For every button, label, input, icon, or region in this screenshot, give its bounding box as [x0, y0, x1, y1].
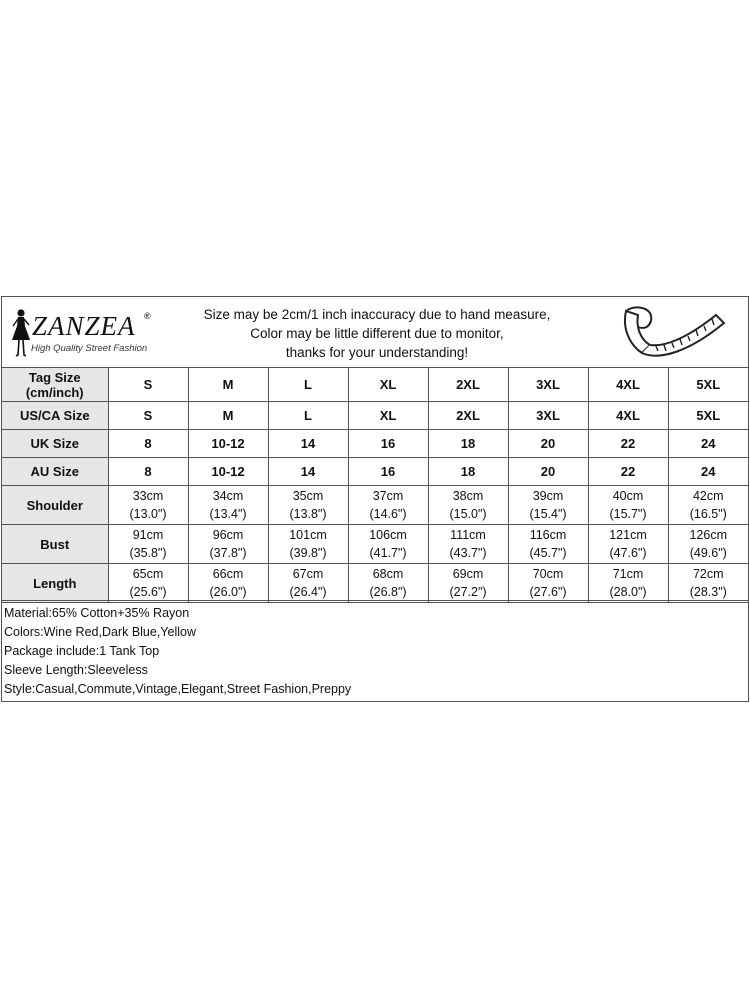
tag-size-cell: S: [108, 368, 188, 402]
table-row: [2, 486, 748, 525]
measurement-cell: 70cm (27.6"): [508, 564, 588, 603]
tag-size-cell: 2XL: [428, 368, 508, 402]
measurement-cell: 121cm (47.6"): [588, 525, 668, 564]
measurement-cell: 91cm (35.8"): [108, 525, 188, 564]
size-cell: 10-12: [188, 458, 268, 486]
size-cell: 10-12: [188, 430, 268, 458]
measuring-tape-icon: [620, 301, 730, 363]
row-label: AU Size: [2, 458, 108, 486]
tag-size-cell: M: [188, 368, 268, 402]
table-row: [2, 368, 748, 402]
table-row: [2, 458, 748, 486]
tag-size-cell: L: [268, 368, 348, 402]
size-table: [2, 367, 748, 603]
measurement-cell: 116cm (45.7"): [508, 525, 588, 564]
measurement-cell: 126cm (49.6"): [668, 525, 748, 564]
measurement-cell: 34cm (13.4"): [188, 486, 268, 525]
brand-tagline: High Quality Street Fashion: [31, 343, 148, 354]
note-line: Size may be 2cm/1 inch inaccuracy due to hand measure,: [203, 307, 551, 322]
size-cell: 4XL: [588, 402, 668, 430]
table-row: [2, 525, 748, 564]
size-cell: 24: [668, 430, 748, 458]
registered-mark: ®: [144, 311, 151, 321]
tag-size-cell: XL: [348, 368, 428, 402]
size-cell: 8: [108, 430, 188, 458]
size-cell: 20: [508, 458, 588, 486]
measurement-cell: 37cm (14.6"): [348, 486, 428, 525]
table-row: [2, 430, 748, 458]
measurement-cell: 72cm (28.3"): [668, 564, 748, 603]
size-cell: 20: [508, 430, 588, 458]
row-label: US/CA Size: [2, 402, 108, 430]
size-cell: 16: [348, 458, 428, 486]
info-colors: Colors:Wine Red,Dark Blue,Yellow: [4, 625, 196, 639]
woman-silhouette-icon: [8, 307, 32, 359]
size-cell: 18: [428, 458, 508, 486]
measurement-cell: 38cm (15.0"): [428, 486, 508, 525]
info-material: Material:65% Cotton+35% Rayon: [4, 606, 190, 620]
measurement-cell: 106cm (41.7"): [348, 525, 428, 564]
brand-name: ZANZEA: [32, 311, 136, 341]
table-row: [2, 402, 748, 430]
size-cell: 24: [668, 458, 748, 486]
tag-size-cell: 3XL: [508, 368, 588, 402]
note-line: thanks for your understanding!: [285, 345, 469, 360]
measurement-cell: 66cm (26.0"): [188, 564, 268, 603]
note-line: Color may be little different due to monitor,: [250, 326, 504, 341]
size-cell: 2XL: [428, 402, 508, 430]
size-cell: M: [188, 402, 268, 430]
measurement-cell: 68cm (26.8"): [348, 564, 428, 603]
measurement-notes: [172, 305, 582, 362]
table-row: [2, 564, 748, 603]
size-chart: [1, 296, 749, 702]
row-label: Bust: [2, 525, 108, 564]
measurement-cell: 33cm (13.0"): [108, 486, 188, 525]
size-cell: S: [108, 402, 188, 430]
measurement-cell: 39cm (15.4"): [508, 486, 588, 525]
size-cell: 5XL: [668, 402, 748, 430]
size-cell: 18: [428, 430, 508, 458]
row-label: Length: [2, 564, 108, 603]
measurement-cell: 42cm (16.5"): [668, 486, 748, 525]
tag-size-cell: 5XL: [668, 368, 748, 402]
size-cell: 14: [268, 430, 348, 458]
size-cell: XL: [348, 402, 428, 430]
size-cell: 22: [588, 458, 668, 486]
tag-size-header: Tag Size (cm/inch): [2, 368, 108, 402]
measurement-cell: 35cm (13.8"): [268, 486, 348, 525]
measurement-cell: 65cm (25.6"): [108, 564, 188, 603]
size-cell: 14: [268, 458, 348, 486]
size-cell: 3XL: [508, 402, 588, 430]
row-label: UK Size: [2, 430, 108, 458]
product-info: [2, 600, 748, 699]
size-cell: L: [268, 402, 348, 430]
measurement-cell: 67cm (26.4"): [268, 564, 348, 603]
brand-logo: [8, 307, 156, 359]
chart-header: [2, 297, 748, 368]
measurement-cell: 69cm (27.2"): [428, 564, 508, 603]
info-style: Style:Casual,Commute,Vintage,Elegant,Street Fashion,Preppy: [4, 682, 352, 696]
measurement-cell: 71cm (28.0"): [588, 564, 668, 603]
size-cell: 22: [588, 430, 668, 458]
measurement-cell: 101cm (39.8"): [268, 525, 348, 564]
tag-size-cell: 4XL: [588, 368, 668, 402]
row-label: Shoulder: [2, 486, 108, 525]
info-package: Package include:1 Tank Top: [4, 644, 160, 658]
info-sleeve-length: Sleeve Length:Sleeveless: [4, 663, 148, 677]
measurement-cell: 40cm (15.7"): [588, 486, 668, 525]
size-cell: 16: [348, 430, 428, 458]
measurement-cell: 96cm (37.8"): [188, 525, 268, 564]
measurement-cell: 111cm (43.7"): [428, 525, 508, 564]
size-cell: 8: [108, 458, 188, 486]
